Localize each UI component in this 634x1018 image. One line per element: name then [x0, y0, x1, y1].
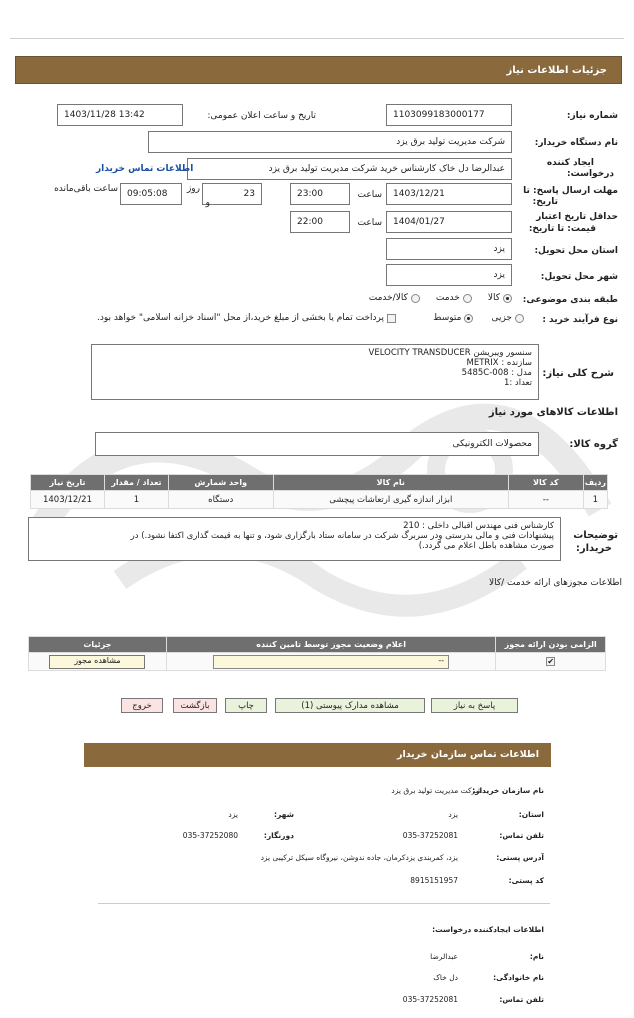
- creator-label-2: درخواست:: [567, 169, 614, 179]
- table-row: [29, 653, 606, 671]
- radio-icon: [503, 294, 512, 303]
- province-label: استان محل تحویل:: [534, 246, 618, 256]
- buyer-field: شرکت مدیریت تولید برق یزد: [148, 131, 512, 153]
- notes-box: [28, 517, 561, 561]
- creator-name-value: عبدالرضا: [430, 952, 458, 961]
- col-required: الزامی بودن ارائه مجوز: [496, 637, 606, 653]
- category-label: طبقه بندی موضوعی:: [522, 295, 618, 305]
- cell-details: [29, 653, 167, 671]
- cell-name: ابزار اندازه گیری ارتعاشات پیچشی: [273, 491, 508, 509]
- notes-line: پیشنهادات فنی و مالی بدرستی ودر سربرگ شرکت در سامانه ستاد بارگزاری شود، و تنها به قیمت گذاری اکتفا نشود.) در: [130, 531, 554, 541]
- cell-unit: دستگاه: [168, 491, 273, 509]
- goods-table: [30, 474, 608, 509]
- need-number-label: شماره نیاز:: [566, 111, 618, 121]
- deadline-label-2: تاریخ:: [532, 197, 558, 207]
- summary-line: تعداد :1: [503, 378, 532, 388]
- category-option-both[interactable]: کالا/خدمت: [369, 293, 420, 303]
- and-label: و: [205, 198, 210, 208]
- goods-group-label: گروه کالا:: [569, 439, 618, 450]
- col-unit: واحد شمارش: [168, 475, 273, 491]
- treasury-payment-option[interactable]: پرداخت تمام یا بخشی از مبلغ خرید،از محل "اسناد خزانه اسلامی" خواهد بود.: [97, 313, 396, 323]
- cell-required: [496, 653, 606, 671]
- page-title: جزئیات اطلاعات نیاز: [506, 65, 607, 76]
- category-radio-group: [369, 293, 512, 303]
- city-field: یزد: [386, 264, 512, 286]
- contact-province-value: یزد: [448, 810, 458, 819]
- view-attachments-button[interactable]: مشاهده مدارک پیوستی (1): [275, 698, 425, 713]
- remaining-time-field: 09:05:08: [120, 183, 182, 205]
- required-checkbox[interactable]: ✔: [547, 656, 555, 666]
- creator-section-title: اطلاعات ایجادکننده درخواست:: [432, 925, 544, 934]
- table-row: [31, 491, 608, 509]
- validity-time-field: 22:00: [290, 211, 350, 233]
- days-field: 23: [202, 183, 262, 205]
- summary-line: مدل : 5485C-008: [461, 368, 532, 378]
- deadline-time-label: ساعت: [357, 190, 382, 200]
- creator-field: عبدالرضا دل خاک کارشناس خرید شرکت مدیریت تولید برق یزد: [187, 158, 512, 180]
- org-label: نام سازمان خریدار:: [472, 786, 544, 795]
- contact-city-value: یزد: [228, 810, 238, 819]
- validity-label-1: حداقل تاریخ اعتبار: [536, 212, 618, 222]
- process-label: نوع فرآیند خرید :: [542, 315, 618, 325]
- validity-time-label: ساعت: [357, 218, 382, 228]
- cell-date: 1403/12/21: [31, 491, 105, 509]
- validity-label-2: قیمت: تا تاریخ:: [528, 224, 596, 234]
- view-permit-button[interactable]: مشاهده مجوز: [49, 655, 145, 669]
- need-number-field: 1103099183000177: [386, 104, 512, 126]
- deadline-label-1: مهلت ارسال پاسخ: تا: [523, 186, 618, 196]
- contact-divider: [98, 903, 550, 904]
- col-date: تاریخ نیاز: [31, 475, 105, 491]
- remaining-label: ساعت باقی‌مانده: [54, 184, 118, 194]
- contact-postal-value: 8915151957: [410, 876, 458, 885]
- permit-status-field[interactable]: --: [213, 655, 449, 669]
- checkbox-icon: [387, 314, 396, 323]
- col-row: ردیف: [583, 475, 607, 491]
- cell-code: --: [508, 491, 583, 509]
- goods-group-field: محصولات الکترونیکی: [95, 432, 539, 456]
- category-option-goods[interactable]: کالا: [488, 293, 512, 303]
- contact-address-value: یزد، کمربندی یزدکرمان، جاده ندوشن، نیروگاه سیکل ترکیبی یزد: [260, 853, 458, 862]
- cell-row: 1: [583, 491, 607, 509]
- summary-box: [91, 344, 539, 400]
- notes-line: صورت مشاهده باطل اعلام می گردد.): [418, 541, 554, 551]
- radio-icon: [515, 314, 524, 323]
- creator-phone-label: تلفن تماس:: [499, 995, 544, 1004]
- col-code: کد کالا: [508, 475, 583, 491]
- col-details: جزئیات: [29, 637, 167, 653]
- col-qty: تعداد / مقدار: [104, 475, 168, 491]
- notes-line: کارشناس فنی مهندس اقبالی داخلی : 210: [403, 521, 554, 531]
- notes-label-1: توضیحات: [573, 530, 618, 541]
- contact-fax-label: دورنگار:: [263, 831, 294, 840]
- contact-section-header: [84, 743, 551, 767]
- creator-family-label: نام خانوادگی:: [493, 973, 544, 982]
- province-field: یزد: [386, 238, 512, 260]
- deadline-date-field: 1403/12/21: [386, 183, 512, 205]
- permits-table-header: [29, 637, 606, 653]
- process-radio-group: [433, 313, 524, 323]
- back-button[interactable]: بازگشت: [173, 698, 217, 713]
- contact-province-label: استان:: [518, 810, 544, 819]
- notes-label-2: خریدار:: [575, 543, 612, 554]
- goods-title: اطلاعات کالاهای مورد نیاز: [488, 407, 618, 418]
- radio-icon: [463, 294, 472, 303]
- city-label: شهر محل تحویل:: [540, 272, 618, 282]
- buyer-contact-link[interactable]: اطلاعات تماس خریدار: [96, 164, 194, 174]
- creator-name-label: نام:: [529, 952, 544, 961]
- category-option-service[interactable]: خدمت: [436, 293, 472, 303]
- contact-address-label: آدرس پستی:: [496, 853, 544, 862]
- creator-family-value: دل خاک: [433, 973, 458, 982]
- days-label: روز: [186, 184, 200, 194]
- deadline-time-field: 23:00: [290, 183, 350, 205]
- contact-postal-label: کد پستی:: [508, 876, 544, 885]
- summary-line: سازنده : METRIX: [466, 358, 532, 368]
- permits-title: اطلاعات مجوزهای ارائه خدمت /کالا: [488, 578, 622, 588]
- top-divider: [10, 38, 624, 39]
- goods-table-header: [31, 475, 608, 491]
- contact-section-title: اطلاعات تماس سازمان خریدار: [396, 749, 539, 760]
- buyer-label: نام دستگاه خریدار:: [534, 138, 618, 148]
- validity-date-field: 1404/01/27: [386, 211, 512, 233]
- creator-phone-value: 035-37252081: [402, 995, 458, 1004]
- summary-line: سنسور ویبریشن VELOCITY TRANSDUCER: [368, 348, 532, 358]
- print-button[interactable]: چاپ: [225, 698, 267, 713]
- announce-date-field: 1403/11/28 13:42: [57, 104, 183, 126]
- process-option-minor[interactable]: جزیی: [491, 313, 524, 323]
- col-status: اعلام وضعیت مجوز توسط تامین کننده: [166, 637, 496, 653]
- contact-phone-label: تلفن تماس:: [499, 831, 544, 840]
- permits-table: [28, 636, 606, 671]
- contact-fax-value: 035-37252080: [182, 831, 238, 840]
- announce-label: تاریخ و ساعت اعلان عمومی:: [207, 111, 316, 121]
- cell-qty: 1: [104, 491, 168, 509]
- creator-label-1: ایجاد کننده: [546, 158, 594, 168]
- process-option-medium[interactable]: متوسط: [433, 313, 473, 323]
- summary-label: شرح کلی نیاز:: [542, 368, 614, 379]
- radio-icon: [411, 294, 420, 303]
- col-name: نام کالا: [273, 475, 508, 491]
- contact-phone-value: 035-37252081: [402, 831, 458, 840]
- exit-button[interactable]: خروج: [121, 698, 163, 713]
- contact-city-label: شهر:: [274, 810, 294, 819]
- radio-icon: [464, 314, 473, 323]
- cell-status: [166, 653, 496, 671]
- page-header: [15, 56, 622, 84]
- reply-button[interactable]: پاسخ به نیاز: [431, 698, 518, 713]
- org-value: شرکت مدیریت تولید برق یزد: [391, 786, 482, 795]
